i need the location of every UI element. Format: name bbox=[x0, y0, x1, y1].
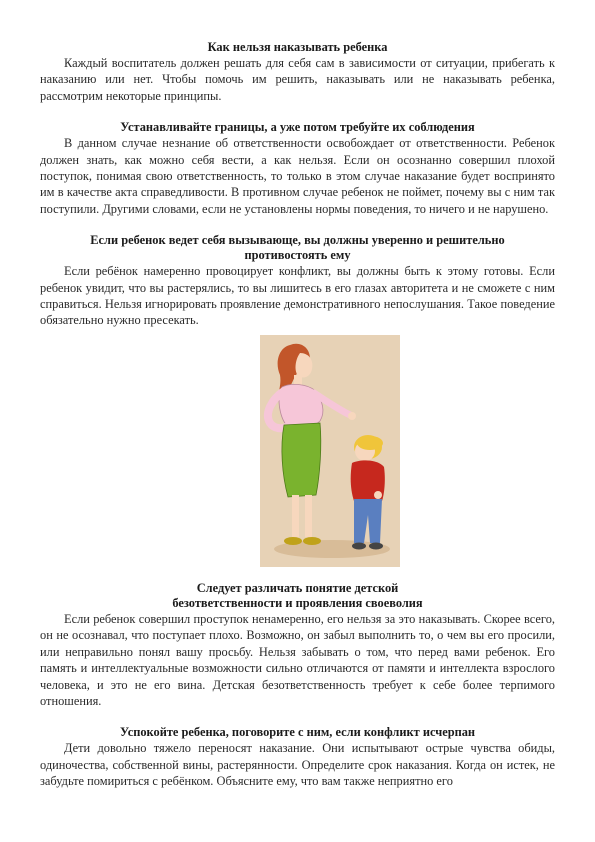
section2-paragraph: Если ребёнок намеренно провоцирует конфликт, вы должны быть к этому готовы. Если ребенок увидит, что вы растерялись, то вы лишитесь в его глазах авторитета и не сможете с ним справиться. Нельзя игнорировать проявление демонстративного непослушания. Такое поведение обязательно нужно пресекать. bbox=[40, 264, 555, 328]
section4-paragraph: Дети довольно тяжело переносят наказание. Они испытывают острые чувства обиды, одиночества, собственной вины, растерянности. Определите срок наказания. Когда он истек, не забудьте помириться с ребёнком. Объясните ему, что вам также неприятно его bbox=[40, 741, 555, 789]
section1-paragraph: В данном случае незнание об ответственности освобождает от ответственности. Ребенок должен знать, как можно себя вести, а как нельзя. Если он осознанно совершил плохой поступок, понимая свою ответственность, то только в этом случае наказание будет воспринято им в качестве акта справедливости. В противном случае ребенок не поймет, почему вы с ним так поступили. Другими словами, если не установлены нормы поведения, то ничего и не нарушено. bbox=[40, 136, 555, 216]
section4-heading: Успокойте ребенка, поговорите с ним, если конфликт исчерпан bbox=[119, 725, 476, 740]
document-title: Как нельзя наказывать ребенка bbox=[207, 40, 388, 54]
section2-heading: Если ребенок ведет себя вызывающе, вы должны уверенно и решительно противостоять ему bbox=[90, 233, 505, 263]
section3-heading: Следует различать понятие детской безответственности и проявления своеволия bbox=[172, 580, 423, 610]
intro-paragraph: Каждый воспитатель должен решать для себя сам в зависимости от ситуации, прибегать к наказанию или нет. Чтобы помочь им решить, наказывать или не наказывать ребенка, рассмотрим некоторые принципы. bbox=[40, 56, 555, 103]
section1-heading: Устанавливайте границы, а уже потом требуйте их соблюдения bbox=[120, 120, 475, 135]
illustration-figure bbox=[260, 335, 400, 567]
section3-paragraph: Если ребенок совершил проступок ненамеренно, его нельзя за это наказывать. Скорее всего, он не осознавал, что поступает плохо. Возможно, он забыл выполнить то, о чем вы его просили, или неправильно понял вашу просьбу. Нельзя забывать о том, что перед вами ребенок. Его память и интеллектуальные возможности сильно отличаются от памяти и интеллекта взрослого человека, и это не его вина. Детская безответственность требует к себе более терпимого отношения. bbox=[40, 611, 555, 708]
mother-scolding-child-illustration-icon bbox=[260, 335, 400, 567]
